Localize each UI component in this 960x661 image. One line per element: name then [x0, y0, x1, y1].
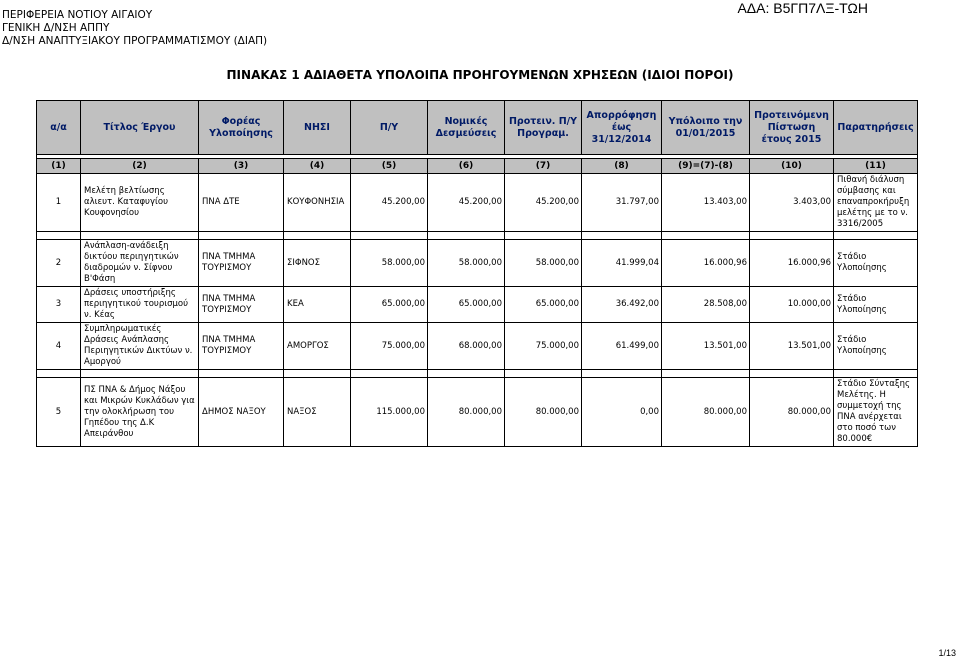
- row-foreas: ΠΝΑ ΤΜΗΜΑ ΤΟΥΡΙΣΜΟΥ: [199, 240, 284, 287]
- row-proteinomeni: 16.000,96: [750, 240, 834, 287]
- row-proteinomeni: 10.000,00: [750, 287, 834, 323]
- issuing-authority: [2, 9, 267, 48]
- row-aa: 5: [37, 378, 81, 447]
- column-number: (5): [351, 159, 428, 174]
- col-header-foreas: Φορέας Υλοποίησης: [199, 101, 284, 155]
- row-aa: 2: [37, 240, 81, 287]
- authority-line-1: ΠΕΡΙΦΕΡΕΙΑ ΝΟΤΙΟΥ ΑΙΓΑΙΟΥ: [2, 9, 153, 21]
- row-aporrofisi: 31.797,00: [582, 174, 662, 232]
- table-row: [37, 174, 918, 232]
- budget-table: [36, 100, 918, 447]
- col-header-ypoloipo: Υπόλοιπο την 01/01/2015: [662, 101, 750, 155]
- column-number: (7): [505, 159, 582, 174]
- column-number: (8): [582, 159, 662, 174]
- table-row: [37, 378, 918, 447]
- col-header-aa: α/α: [37, 101, 81, 155]
- row-ypoloipo: 16.000,96: [662, 240, 750, 287]
- col-header-proteinomeni: Προτεινόμενη Πίστωση έτους 2015: [750, 101, 834, 155]
- row-py: 45.200,00: [351, 174, 428, 232]
- row-ypoloipo: 80.000,00: [662, 378, 750, 447]
- col-header-title: Τίτλος Έργου: [81, 101, 199, 155]
- row-aa: 4: [37, 323, 81, 370]
- row-foreas: ΠΝΑ ΤΜΗΜΑ ΤΟΥΡΙΣΜΟΥ: [199, 287, 284, 323]
- row-nomikes: 58.000,00: [428, 240, 505, 287]
- col-header-aporrofisi: Απορρόφηση έως 31/12/2014: [582, 101, 662, 155]
- row-nisi: ΚΕΑ: [284, 287, 351, 323]
- ada-code: ΑΔΑ: Β5ΓΠ7ΛΞ-ΤΩΗ: [737, 0, 868, 16]
- row-nomikes: 68.000,00: [428, 323, 505, 370]
- row-paratiriseis: Πιθανή διάλυση σύμβασης και επαναπροκήρυξη μελέτης με το ν. 3316/2005: [834, 174, 918, 232]
- row-nomikes: 45.200,00: [428, 174, 505, 232]
- column-number: (9)=(7)-(8): [662, 159, 750, 174]
- row-nisi: ΑΜΟΡΓΟΣ: [284, 323, 351, 370]
- spacer-row: [37, 232, 918, 240]
- row-paratiriseis: Στάδιο Υλοποίησης: [834, 240, 918, 287]
- row-ypoloipo: 28.508,00: [662, 287, 750, 323]
- row-proteiv: 75.000,00: [505, 323, 582, 370]
- authority-line-2: ΓΕΝΙΚΗ Δ/ΝΣΗ ΑΠΠΥ: [2, 22, 110, 34]
- column-number-row: [37, 159, 918, 174]
- page-number: 1/13: [938, 648, 956, 658]
- row-aa: 3: [37, 287, 81, 323]
- header-row: [37, 101, 918, 155]
- col-header-py: Π/Υ: [351, 101, 428, 155]
- column-number: (2): [81, 159, 199, 174]
- row-paratiriseis: Στάδιο Υλοποίησης: [834, 323, 918, 370]
- table-row: [37, 323, 918, 370]
- row-nisi: ΝΑΞΟΣ: [284, 378, 351, 447]
- row-title: ΠΣ ΠΝΑ & Δήμος Νάξου και Μικρών Κυκλάδων για την ολοκλήρωση του Γηπέδου της Δ.Κ Απειράνθου: [81, 378, 199, 447]
- col-header-nomikes: Νομικές Δεσμεύσεις: [428, 101, 505, 155]
- row-nisi: ΚΟΥΦΟΝΗΣΙΑ: [284, 174, 351, 232]
- row-proteinomeni: 3.403,00: [750, 174, 834, 232]
- row-title: Μελέτη βελτίωσης αλιευτ. Καταφυγίου Κουφονησίου: [81, 174, 199, 232]
- row-py: 115.000,00: [351, 378, 428, 447]
- column-number: (4): [284, 159, 351, 174]
- row-title: Ανάπλαση-ανάδειξη δικτύου περιηγητικών διαδρομών ν. Σίφνου Β'Φάση: [81, 240, 199, 287]
- row-paratiriseis: Στάδιο Σύνταξης Μελέτης. Η συμμετοχή της ΠΝΑ ανέρχεται στο ποσό των 80.000€: [834, 378, 918, 447]
- row-title: Συμπληρωματικές Δράσεις Ανάπλασης Περιηγητικών Δικτύων ν. Αμοργού: [81, 323, 199, 370]
- row-py: 58.000,00: [351, 240, 428, 287]
- row-proteinomeni: 80.000,00: [750, 378, 834, 447]
- spacer-row: [37, 370, 918, 378]
- row-proteiv: 65.000,00: [505, 287, 582, 323]
- table-row: [37, 240, 918, 287]
- row-foreas: ΔΗΜΟΣ ΝΑΞΟΥ: [199, 378, 284, 447]
- column-number: (11): [834, 159, 918, 174]
- column-number: (6): [428, 159, 505, 174]
- col-header-proteiv: Προτειν. Π/Υ Προγραμ.: [505, 101, 582, 155]
- row-aporrofisi: 36.492,00: [582, 287, 662, 323]
- table-row: [37, 287, 918, 323]
- row-foreas: ΠΝΑ ΤΜΗΜΑ ΤΟΥΡΙΣΜΟΥ: [199, 323, 284, 370]
- row-nomikes: 65.000,00: [428, 287, 505, 323]
- row-proteiv: 58.000,00: [505, 240, 582, 287]
- row-aporrofisi: 61.499,00: [582, 323, 662, 370]
- row-aporrofisi: 41.999,04: [582, 240, 662, 287]
- row-aporrofisi: 0,00: [582, 378, 662, 447]
- row-nisi: ΣΙΦΝΟΣ: [284, 240, 351, 287]
- col-header-nisi: ΝΗΣΙ: [284, 101, 351, 155]
- row-proteiv: 80.000,00: [505, 378, 582, 447]
- row-py: 65.000,00: [351, 287, 428, 323]
- row-ypoloipo: 13.501,00: [662, 323, 750, 370]
- column-number: (1): [37, 159, 81, 174]
- table-title: ΠΙΝΑΚΑΣ 1 ΑΔΙΑΘΕΤΑ ΥΠΟΛΟΙΠΑ ΠΡΟΗΓΟΥΜΕΝΩΝ ΧΡΗΣΕΩΝ (ΙΔΙΟΙ ΠΟΡΟΙ): [226, 68, 734, 82]
- row-nomikes: 80.000,00: [428, 378, 505, 447]
- column-number: (10): [750, 159, 834, 174]
- authority-line-3: Δ/ΝΣΗ ΑΝΑΠΤΥΞΙΑΚΟΥ ΠΡΟΓΡΑΜΜΑΤΙΣΜΟΥ (ΔΙΑΠ): [2, 35, 268, 47]
- row-ypoloipo: 13.403,00: [662, 174, 750, 232]
- row-proteiv: 45.200,00: [505, 174, 582, 232]
- row-foreas: ΠΝΑ ΔΤΕ: [199, 174, 284, 232]
- column-number: (3): [199, 159, 284, 174]
- row-paratiriseis: Στάδιο Υλοποίησης: [834, 287, 918, 323]
- row-title: Δράσεις υποστήριξης περιηγητικού τουρισμού ν. Κέας: [81, 287, 199, 323]
- row-py: 75.000,00: [351, 323, 428, 370]
- col-header-paratiriseis: Παρατηρήσεις: [834, 101, 918, 155]
- row-aa: 1: [37, 174, 81, 232]
- row-proteinomeni: 13.501,00: [750, 323, 834, 370]
